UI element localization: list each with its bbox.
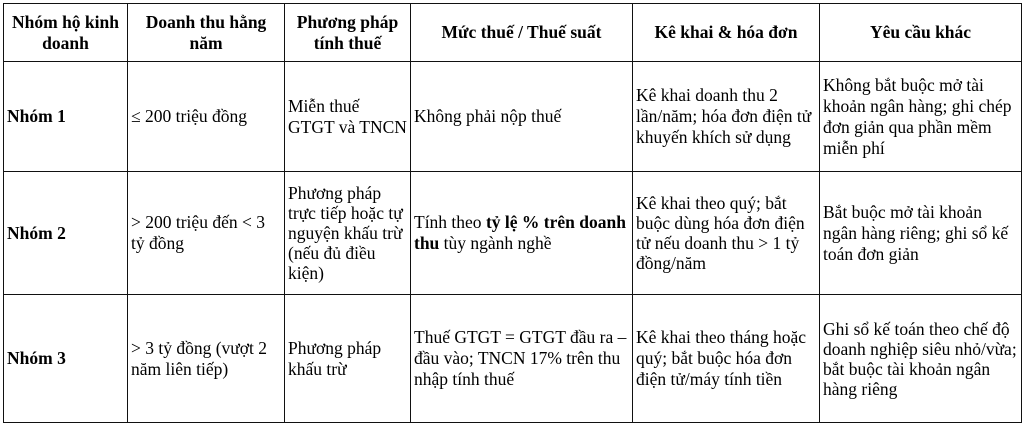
table-row xyxy=(4,295,1022,423)
other-cell: Bắt buộc mở tài khoản ngân hàng riêng; ghi sổ kế toán đơn giản xyxy=(820,172,1022,295)
table-row xyxy=(4,62,1022,172)
declaration-cell: Kê khai theo tháng hoặc quý; bắt buộc hóa đơn điện tử/máy tính tiền xyxy=(633,295,820,423)
tax-text-bold: tỷ lệ % trên doanh thu xyxy=(414,212,626,253)
method-cell: Miễn thuế GTGT và TNCN xyxy=(285,62,411,172)
declaration-cell: Kê khai doanh thu 2 lần/năm; hóa đơn điện tử khuyến khích sử dụng xyxy=(633,62,820,172)
revenue-cell: > 200 triệu đến < 3 tỷ đồng xyxy=(128,172,285,295)
tax-text-suffix: tùy ngành nghề xyxy=(439,233,552,253)
group-cell: Nhóm 2 xyxy=(4,172,128,295)
other-cell: Không bắt buộc mở tài khoản ngân hàng; ghi chép đơn giản qua phần mềm miễn phí xyxy=(820,62,1022,172)
tax-cell xyxy=(411,172,633,295)
header-revenue: Doanh thu hằng năm xyxy=(128,4,285,62)
table-header-row xyxy=(4,4,1022,62)
method-cell: Phương pháp trực tiếp hoặc tự nguyện khấu trừ (nếu đủ điều kiện) xyxy=(285,172,411,295)
declaration-cell: Kê khai theo quý; bắt buộc dùng hóa đơn điện tử nếu doanh thu > 1 tỷ đồng/năm xyxy=(633,172,820,295)
other-cell: Ghi sổ kế toán theo chế độ doanh nghiệp siêu nhỏ/vừa; bắt buộc tài khoản ngân hàng riêng xyxy=(820,295,1022,423)
method-cell: Phương pháp khấu trừ xyxy=(285,295,411,423)
tax-cell: Thuế GTGT = GTGT đầu ra – đầu vào; TNCN 17% trên thu nhập tính thuế xyxy=(411,295,633,423)
tax-group-table xyxy=(3,3,1022,423)
header-tax: Mức thuế / Thuế suất xyxy=(411,4,633,62)
tax-text-prefix: Tính theo xyxy=(414,212,486,232)
group-cell: Nhóm 1 xyxy=(4,62,128,172)
revenue-cell: > 3 tỷ đồng (vượt 2 năm liên tiếp) xyxy=(128,295,285,423)
group-cell: Nhóm 3 xyxy=(4,295,128,423)
revenue-cell: ≤ 200 triệu đồng xyxy=(128,62,285,172)
header-other: Yêu cầu khác xyxy=(820,4,1022,62)
tax-cell: Không phải nộp thuế xyxy=(411,62,633,172)
header-method: Phương pháp tính thuế xyxy=(285,4,411,62)
table-row xyxy=(4,172,1022,295)
header-group: Nhóm hộ kinh doanh xyxy=(4,4,128,62)
header-declaration: Kê khai & hóa đơn xyxy=(633,4,820,62)
